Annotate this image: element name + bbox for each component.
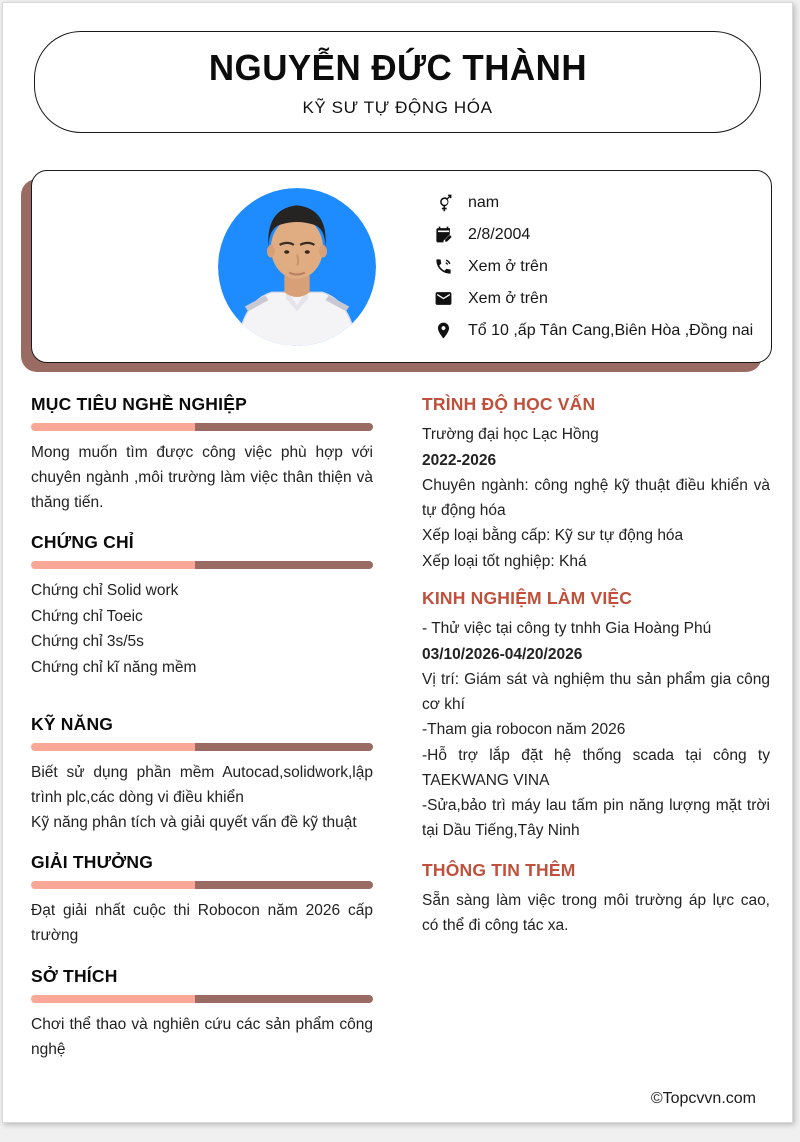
contact-list <box>433 187 753 347</box>
award-text: Đạt giải nhất cuộc thi Robocon năm 2026 cấp trường <box>31 902 373 944</box>
candidate-name: NGUYỄN ĐỨC THÀNH <box>208 46 587 88</box>
experience-intro: - Thử việc tại công ty tnhh Gia Hoàng Phú <box>422 620 712 637</box>
section-education <box>422 394 770 574</box>
education-school: Trường đại học Lạc Hồng <box>422 426 599 443</box>
section-experience <box>422 588 770 843</box>
section-heading: TRÌNH ĐỘ HỌC VẤN <box>422 394 596 414</box>
experience-line: -Hỗ trợ lắp đặt hệ thống scada tại công ty TAEKWANG VINA <box>422 746 770 789</box>
certificate-item: Chứng chỉ Toeic <box>31 607 143 625</box>
header-name-box <box>34 31 761 133</box>
section-divider-bar <box>31 743 373 751</box>
contact-row-email <box>433 283 753 315</box>
section-divider-bar <box>31 423 373 431</box>
watermark-copyright: ©Topcvvn.com <box>650 1090 756 1107</box>
email-value: Xem ở trên <box>468 289 548 307</box>
section-heading: MỤC TIÊU NGHỀ NGHIỆP <box>31 394 247 414</box>
experience-line: -Tham gia robocon năm 2026 <box>422 721 626 738</box>
additional-info-text: Sẵn sàng làm việc trong môi trường áp lực cao, có thể đi công tác xa. <box>422 891 770 934</box>
location-icon <box>433 321 453 341</box>
section-heading: THÔNG TIN THÊM <box>422 859 576 880</box>
hobby-text: Chơi thể thao và nghiên cứu các sản phẩm công nghệ <box>31 1016 373 1058</box>
contact-row-gender <box>433 187 753 219</box>
section-heading: KINH NGHIỆM LÀM VIỆC <box>422 588 633 608</box>
email-icon <box>433 289 453 309</box>
contact-row-phone <box>433 251 753 283</box>
section-heading: SỞ THÍCH <box>31 966 118 986</box>
section-awards <box>31 852 373 948</box>
section-divider-bar <box>31 561 373 569</box>
avatar-illustration <box>218 188 376 346</box>
contact-row-birthday <box>433 219 753 251</box>
certificate-item: Chứng chỉ Solid work <box>31 582 179 599</box>
section-heading: KỸ NĂNG <box>31 714 114 734</box>
right-column <box>422 394 770 1062</box>
experience-period: 03/10/2026-04/20/2026 <box>422 645 583 663</box>
content-columns <box>31 394 770 1062</box>
skill-line: Kỹ năng phân tích và giải quyết vấn đề kỹ thuật <box>31 814 357 831</box>
section-hobbies <box>31 966 373 1062</box>
section-skills <box>31 714 373 835</box>
objective-text: Mong muốn tìm được công việc phù hợp với chuyên ngành ,môi trường làm việc thân thiện và thăng tiến. <box>31 444 373 511</box>
contact-row-address <box>433 315 753 347</box>
profile-photo <box>218 188 376 346</box>
section-divider-bar <box>31 881 373 889</box>
section-heading: CHỨNG CHỈ <box>31 532 134 552</box>
education-line: Xếp loại bằng cấp: Kỹ sư tự động hóa <box>422 527 684 544</box>
section-divider-bar <box>31 995 373 1003</box>
left-column <box>31 394 373 1062</box>
experience-line: -Sửa,bảo trì máy lau tấm pin năng lượng mặt trời tại Dầu Tiếng,Tây Ninh <box>422 796 770 839</box>
skill-line: Biết sử dụng phần mềm Autocad,solidwork,lập trình plc,các dòng vi điều khiển <box>31 764 373 806</box>
certificate-item: Chứng chỉ kĩ năng mềm <box>31 658 197 676</box>
birthday-value: 2/8/2004 <box>468 225 531 243</box>
cv-page <box>2 2 793 1123</box>
candidate-title: KỸ SƯ TỰ ĐỘNG HÓA <box>302 97 493 117</box>
certificate-item: Chứng chỉ 3s/5s <box>31 633 144 650</box>
phone-icon <box>433 257 453 277</box>
section-objective <box>31 394 373 515</box>
education-period: 2022-2026 <box>422 451 497 469</box>
phone-value: Xem ở trên <box>468 257 548 275</box>
gender-value: nam <box>468 193 500 211</box>
experience-line: Vị trí: Giám sát và nghiệm thu sản phẩm gia công cơ khí <box>422 671 770 713</box>
profile-card <box>31 170 772 363</box>
section-certificates <box>31 532 373 680</box>
address-value: Tổ 10 ,ấp Tân Cang,Biên Hòa ,Đồng nai <box>468 321 754 339</box>
calendar-icon <box>433 225 453 245</box>
section-additional-info <box>422 860 770 938</box>
gender-icon <box>433 193 453 213</box>
education-line: Xếp loại tốt nghiệp: Khá <box>422 552 587 570</box>
section-heading: GIẢI THƯỞNG <box>31 852 154 872</box>
education-line: Chuyên ngành: công nghệ kỹ thuật điều khiển và tự động hóa <box>422 477 770 519</box>
